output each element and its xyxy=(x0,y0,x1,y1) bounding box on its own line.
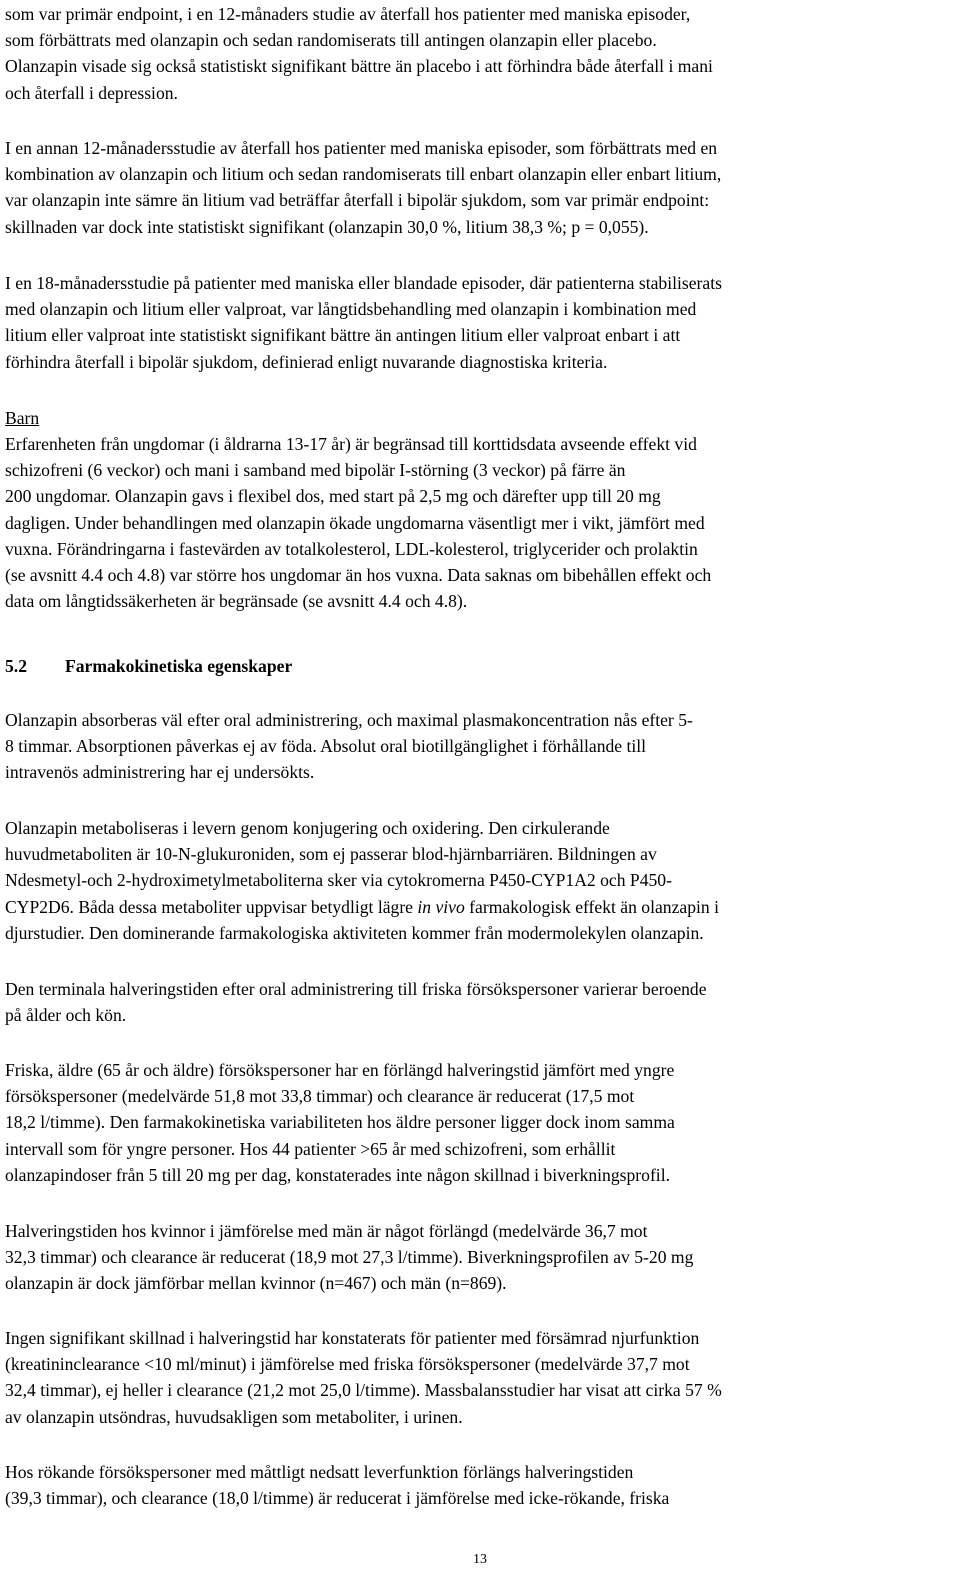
text-line: med olanzapin och litium eller valproat, var långtidsbehandling med olanzapin i kombination med xyxy=(5,299,697,320)
paragraph-half-life xyxy=(5,976,955,1028)
paragraph-adolescents xyxy=(5,431,955,614)
text-line: huvudmetaboliten är 10-N-glukuroniden, som ej passerar blod-hjärnbarriären. Bildningen av xyxy=(5,844,657,865)
paragraph-lithium-combination-study xyxy=(5,135,955,240)
text-line: djurstudier. Den dominerande farmakologiska aktiviteten kommer från modermolekylen olanzapin. xyxy=(5,922,704,943)
text-line: som förbättrats med olanzapin och sedan randomiserats till antingen olanzapin eller placebo. xyxy=(5,30,657,51)
text-line: kombination av olanzapin och litium och sedan randomiserats till enbart olanzapin eller enbart litium, xyxy=(5,164,722,185)
text-line: olanzapin är dock jämförbar mellan kvinnor (n=467) och män (n=869). xyxy=(5,1273,507,1294)
text-segment: farmakologisk effekt än olanzapin i xyxy=(464,896,719,917)
section-number: 5.2 xyxy=(5,656,27,676)
paragraph-metabolism xyxy=(5,815,955,946)
paragraph-hepatic xyxy=(5,1459,955,1511)
paragraph-18-month-study xyxy=(5,270,955,375)
text-line: I en 18-månadersstudie på patienter med maniska eller blandade episoder, där patienterna stabiliserats xyxy=(5,273,722,293)
text-line: schizofreni (6 veckor) och mani i samband med bipolär I-störning (3 veckor) på färre än xyxy=(5,460,626,481)
paragraph-renal xyxy=(5,1325,955,1430)
text-segment: CYP2D6. Båda dessa metaboliter uppvisar betydligt lägre xyxy=(5,896,418,917)
paragraph-absorption xyxy=(5,707,955,786)
text-line: och återfall i depression. xyxy=(5,82,178,103)
text-line: dagligen. Under behandlingen med olanzapin ökade ungdomarna väsentligt mer i vikt, jämfört med xyxy=(5,512,705,533)
text-line: 8 timmar. Absorptionen påverkas ej av föda. Absolut oral biotillgänglighet i förhållande till xyxy=(5,736,647,757)
text-line: förhindra återfall i bipolär sjukdom, definierad enligt nuvarande diagnostiska kriteria. xyxy=(5,351,608,372)
text-line: Olanzapin absorberas väl efter oral administrering, och maximal plasmakoncentration nås efter 5- xyxy=(5,710,693,730)
text-line: (se avsnitt 4.4 och 4.8) var större hos ungdomar än hos vuxna. Data saknas om bibehållen effekt och xyxy=(5,564,712,585)
text-line: Hos rökande försökspersoner med måttligt nedsatt leverfunktion förlängs halveringstiden xyxy=(5,1462,634,1482)
italic-term: in vivo xyxy=(417,896,465,917)
text-line: vuxna. Förändringarna i fastevärden av totalkolesterol, LDL-kolesterol, triglycerider och prolaktin xyxy=(5,538,698,559)
text-line: på ålder och kön. xyxy=(5,1005,127,1026)
text-line xyxy=(5,894,955,920)
text-line: I en annan 12-månadersstudie av återfall hos patienter med maniska episoder, som förbättrats med en xyxy=(5,138,718,158)
text-line: data om långtidssäkerheten är begränsade (se avsnitt 4.4 och 4.8). xyxy=(5,591,468,612)
paragraph-elderly xyxy=(5,1057,955,1188)
text-line: Ndesmetyl-och 2-hydroximetylmetaboliterna sker via cytokromerna P450-CYP1A2 och P450- xyxy=(5,870,672,891)
text-line: (kreatininclearance <10 ml/minut) i jämförelse med friska försökspersoner (medelvärde 37,7 mot xyxy=(5,1354,690,1375)
text-line: 18,2 l/timme). Den farmakokinetiska variabiliteten hos äldre personer ligger dock inom samma xyxy=(5,1112,675,1133)
paragraph-bipolar-mania-relapse xyxy=(5,1,955,106)
text-line: försökspersoner (medelvärde 51,8 mot 33,8 timmar) och clearance är reducerat (17,5 mot xyxy=(5,1086,635,1107)
text-line: Friska, äldre (65 år och äldre) försökspersoner har en förlängd halveringstid jämfört med yngre xyxy=(5,1060,675,1080)
text-line: skillnaden var dock inte statistiskt signifikant (olanzapin 30,0 %, litium 38,3 %; p = 0,055). xyxy=(5,216,649,237)
page-number: 13 xyxy=(473,1552,487,1567)
text-line: var olanzapin inte sämre än litium vad beträffar återfall i bipolär sjukdom, som var primär endpoint: xyxy=(5,190,710,211)
text-line: intravenös administrering har ej undersökts. xyxy=(5,762,315,783)
section-title: Farmakokinetiska egenskaper xyxy=(65,656,293,676)
section-heading xyxy=(5,653,955,679)
subheading-barn-text: Barn xyxy=(5,408,40,428)
subheading-barn xyxy=(5,405,955,431)
text-line: Olanzapin visade sig också statistiskt signifikant bättre än placebo i att förhindra både återfall i mani xyxy=(5,56,713,77)
text-line: av olanzapin utsöndras, huvudsakligen som metaboliter, i urinen. xyxy=(5,1406,463,1427)
text-line: 32,4 timmar), ej heller i clearance (21,2 mot 25,0 l/timme). Massbalansstudier har visat att cirka 57 % xyxy=(5,1380,722,1401)
paragraph-gender xyxy=(5,1218,955,1297)
text-line: litium eller valproat inte statistiskt signifikant bättre än antingen litium eller valproat enbart i att xyxy=(5,325,681,346)
text-line: (39,3 timmar), och clearance (18,0 l/timme) är reducerat i jämförelse med icke-rökande, friska xyxy=(5,1488,670,1509)
text-line: Ingen signifikant skillnad i halveringstid har konstaterats för patienter med försämrad njurfunktion xyxy=(5,1328,700,1348)
text-line: Erfarenheten från ungdomar (i åldrarna 13-17 år) är begränsad till korttidsdata avseende effekt vid xyxy=(5,434,697,454)
text-line: olanzapindoser från 5 till 20 mg per dag, konstaterades inte någon skillnad i biverkningsprofil. xyxy=(5,1164,670,1185)
text-line: Halveringstiden hos kvinnor i jämförelse med män är något förlängd (medelvärde 36,7 mot xyxy=(5,1221,648,1241)
text-line: 200 ungdomar. Olanzapin gavs i flexibel dos, med start på 2,5 mg och därefter upp till 20 mg xyxy=(5,486,661,507)
text-line: Den terminala halveringstiden efter oral administrering till friska försökspersoner varierar beroende xyxy=(5,979,707,999)
text-line: 32,3 timmar) och clearance är reducerat (18,9 mot 27,3 l/timme). Biverkningsprofilen av 5-20 mg xyxy=(5,1247,694,1268)
text-line: Olanzapin metaboliseras i levern genom konjugering och oxidering. Den cirkulerande xyxy=(5,818,610,838)
text-line: intervall som för yngre personer. Hos 44 patienter >65 år med schizofreni, som erhållit xyxy=(5,1138,616,1159)
text-line: som var primär endpoint, i en 12-månaders studie av återfall hos patienter med maniska episoder, xyxy=(5,4,691,24)
